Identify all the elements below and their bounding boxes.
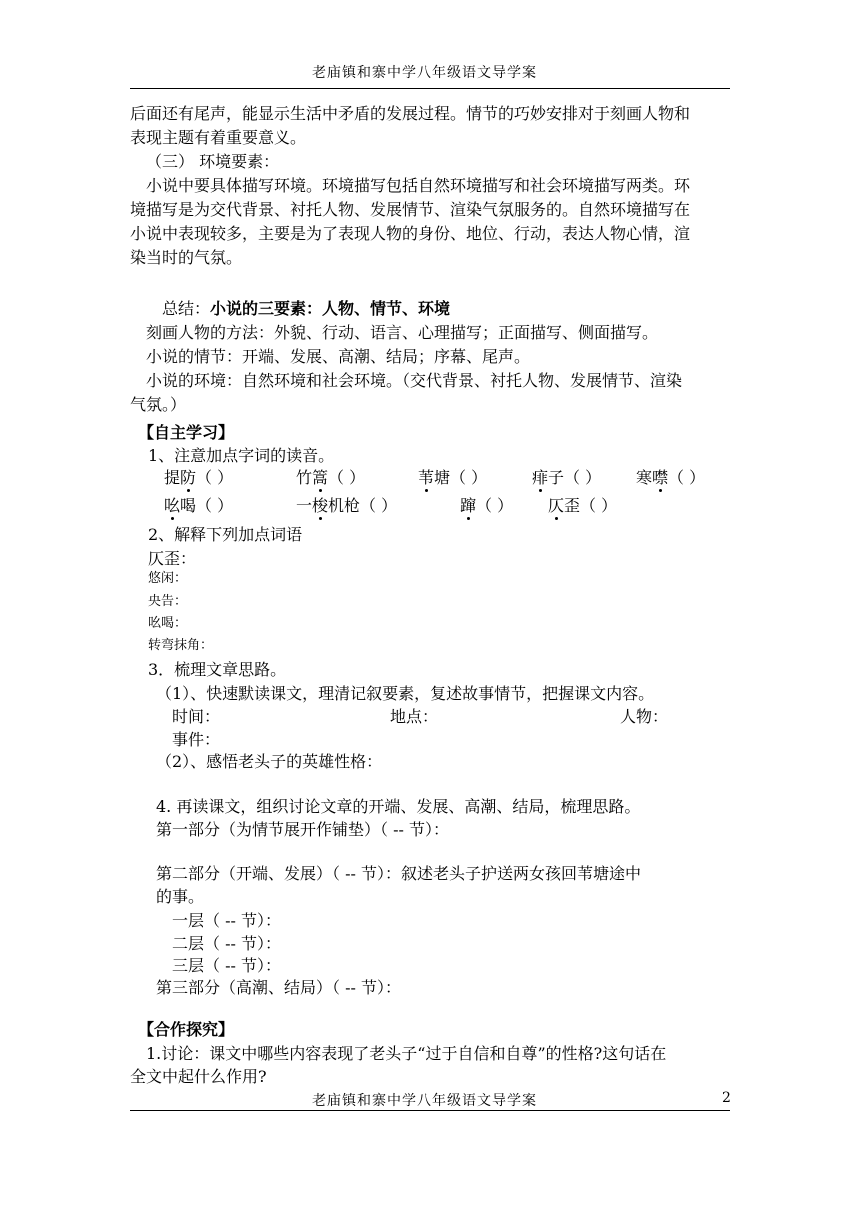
word-item: 仄歪（ ） bbox=[548, 496, 618, 515]
self-study-heading: 【自主学习】 bbox=[138, 423, 235, 442]
word-item: 吆喝（ ） bbox=[164, 496, 234, 515]
reread-question: 4. 再读课文，组织讨论文章的开端、发展、高潮、结局，梳理思路。 bbox=[156, 797, 641, 816]
word-item: 一梭机枪（ ） bbox=[296, 496, 398, 515]
intro-line-1: 后面还有尾声，能显示生活中矛盾的发展过程。情节的巧妙安排对于刻画人物和 bbox=[130, 104, 691, 123]
cooperative-question-line-2: 全文中起什么作用? bbox=[130, 1067, 267, 1086]
dotted-char: 篙 bbox=[312, 468, 329, 487]
people-label: 人物： bbox=[620, 707, 669, 726]
dotted-char: 防 bbox=[180, 468, 197, 487]
env-line-1: 小说中要具体描写环境。环境描写包括自然环境描写和社会环境描写两类。环 bbox=[146, 176, 691, 195]
term-item: 吆喝： bbox=[148, 616, 188, 631]
cooperative-question-line-1: 1.讨论：课文中哪些内容表现了老头子“过于自信和自尊”的性格?这句话在 bbox=[146, 1044, 667, 1063]
layer-item: 二层（ -- 节）： bbox=[172, 934, 281, 953]
outline-sub-1: （1）、快速默读课文，理清记叙要素，复述故事情节，把握课文内容。 bbox=[156, 684, 655, 703]
env-line-4: 染当时的气氛。 bbox=[130, 248, 243, 267]
dotted-char: 仄 bbox=[548, 496, 565, 515]
header-rule bbox=[130, 88, 730, 89]
word-item: 痱子（ ） bbox=[532, 468, 602, 487]
summary-heading bbox=[162, 298, 450, 320]
term-item: 央告： bbox=[148, 594, 188, 609]
dotted-char: 蹿 bbox=[460, 496, 477, 515]
answer-blank: （ ） bbox=[328, 468, 366, 487]
footer-rule bbox=[130, 1110, 730, 1111]
outline-sub-2: （2）、感悟老头子的英雄性格： bbox=[156, 752, 383, 771]
answer-blank: （ ） bbox=[564, 468, 602, 487]
summary-line-4: 气氛。） bbox=[130, 395, 187, 414]
answer-blank: （ ） bbox=[196, 496, 234, 515]
dotted-char: 苇 bbox=[418, 468, 435, 487]
answer-blank: （ ） bbox=[668, 468, 706, 487]
page-number: 2 bbox=[722, 1090, 731, 1106]
answer-blank: （ ） bbox=[580, 496, 618, 515]
layer-item: 一层（ -- 节）： bbox=[172, 911, 281, 930]
summary-line-2: 小说的情节：开端、发展、高潮、结局；序幕、尾声。 bbox=[146, 347, 531, 366]
answer-blank: （ ） bbox=[450, 468, 488, 487]
dotted-char: 梭 bbox=[312, 496, 329, 515]
summary-line-1: 刻画人物的方法：外貌、行动、语言、心理描写；正面描写、侧面描写。 bbox=[146, 323, 659, 342]
answer-blank: （ ） bbox=[196, 468, 234, 487]
dotted-char: 噤 bbox=[652, 468, 669, 487]
term-item: 悠闲： bbox=[148, 571, 188, 586]
page-header-title: 老庙镇和寨中学八年级语文导学案 bbox=[312, 65, 537, 81]
time-label: 时间： bbox=[172, 707, 221, 726]
part-2-line-1: 第二部分（开端、发展）（ -- 节）：叙述老头子护送两女孩回苇塘途中 bbox=[156, 864, 641, 883]
dotted-char: 痱 bbox=[532, 468, 549, 487]
word-item: 竹篙（ ） bbox=[296, 468, 366, 487]
cooperative-heading: 【合作探究】 bbox=[138, 1020, 235, 1039]
intro-line-2: 表现主题有着重要意义。 bbox=[130, 128, 307, 147]
term-item: 转弯抹角： bbox=[148, 638, 214, 653]
dotted-char: 吆 bbox=[164, 496, 181, 515]
word-item: 提防（ ） bbox=[164, 468, 234, 487]
word-item: 苇塘（ ） bbox=[418, 468, 488, 487]
explain-question: 2、解释下列加点词语 bbox=[148, 525, 303, 544]
summary-prefix: 总结： bbox=[162, 299, 211, 318]
outline-question: 3．梳理文章思路。 bbox=[148, 660, 287, 679]
answer-blank: （ ） bbox=[476, 496, 514, 515]
layer-item: 三层（ -- 节）： bbox=[172, 956, 281, 975]
event-label: 事件： bbox=[172, 730, 221, 749]
part-3: 第三部分（高潮、结局）（ -- 节）： bbox=[156, 978, 401, 997]
answer-blank: （ ） bbox=[360, 496, 398, 515]
word-item bbox=[460, 495, 513, 517]
page-footer-title: 老庙镇和寨中学八年级语文导学案 bbox=[312, 1093, 537, 1109]
summary-line-3: 小说的环境：自然环境和社会环境。（交代背景、衬托人物、发展情节、渲染 bbox=[146, 371, 683, 390]
part-1: 第一部分（为情节展开作铺垫）（ -- 节）： bbox=[156, 820, 449, 839]
part-2-line-2: 的事。 bbox=[156, 887, 205, 906]
word-item: 寒噤（ ） bbox=[636, 468, 706, 487]
summary-bold-text: 小说的三要素：人物、情节、环境 bbox=[210, 299, 451, 318]
env-line-3: 小说中表现较多，主要是为了表现人物的身份、地位、行动，表达人物心情，渲 bbox=[130, 224, 691, 243]
section-3-title: （三） 环境要素： bbox=[146, 152, 280, 171]
place-label: 地点： bbox=[390, 707, 439, 726]
pronunciation-question: 1、注意加点字词的读音。 bbox=[148, 446, 335, 465]
env-line-2: 境描写是为交代背景、衬托人物、发展情节、渲染气氛服务的。自然环境描写在 bbox=[130, 200, 691, 219]
term-item: 仄歪： bbox=[148, 549, 197, 568]
